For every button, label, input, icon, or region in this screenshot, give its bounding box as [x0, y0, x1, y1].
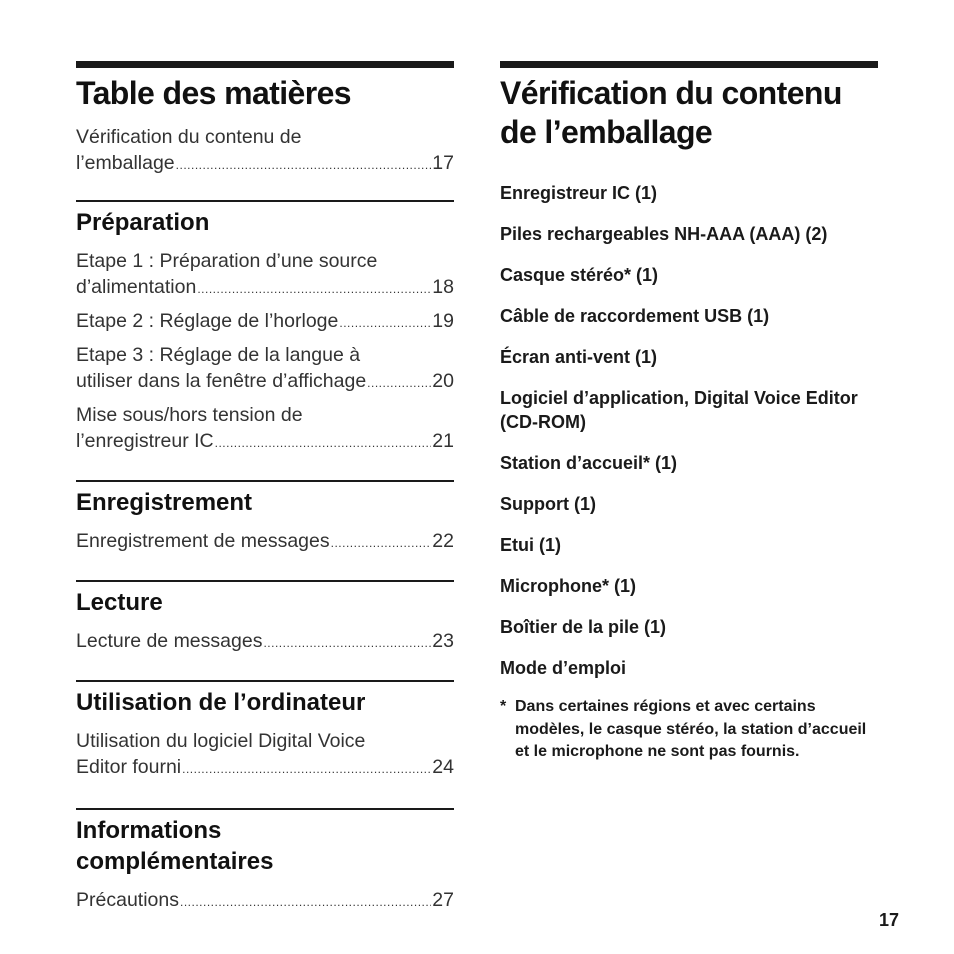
toc-entry[interactable] — [76, 887, 454, 915]
toc-section-lecture — [76, 580, 454, 656]
table-of-contents — [76, 61, 454, 915]
toc-page-number: 19 — [432, 310, 454, 332]
toc-page-number: 18 — [432, 276, 454, 298]
footnote-text: Dans certaines régions et avec certains modèles, le casque stéréo, la station d’accueil et le microphone ne sont pas fournis. — [515, 698, 867, 760]
toc-entry-line: Editor fourni — [76, 756, 182, 778]
package-contents — [500, 61, 878, 764]
list-item: Enregistreur IC (1) — [500, 183, 658, 203]
toc-entry-line: Vérification du contenu de — [76, 126, 302, 148]
dot-leader — [215, 430, 432, 456]
footnote — [500, 696, 878, 764]
toc-entry-line: utiliser dans la fenêtre d’affichage — [76, 370, 367, 392]
contents-list — [500, 181, 878, 680]
dot-leader — [197, 276, 431, 302]
list-item: Station d’accueil* (1) — [500, 453, 678, 473]
toc-page-number: 24 — [432, 756, 454, 778]
toc-page-number: 17 — [432, 152, 454, 174]
section-heading: Utilisation de l’ordinateur — [76, 689, 366, 716]
toc-entry[interactable] — [76, 308, 454, 336]
toc-entry-line: Précautions — [76, 889, 179, 911]
list-item: Écran anti-vent (1) — [500, 347, 658, 367]
footnote-marker: * — [500, 698, 507, 715]
dot-leader — [263, 630, 431, 656]
toc-entry[interactable] — [76, 728, 454, 782]
contents-title — [500, 74, 878, 152]
toc-section-informations — [76, 808, 454, 915]
toc-section-preparation — [76, 200, 454, 456]
section-rule — [76, 680, 454, 682]
toc-page-number: 22 — [432, 530, 454, 552]
toc-entry-line: Etape 3 : Réglage de la langue à — [76, 344, 361, 366]
section-heading: Enregistrement — [76, 489, 253, 516]
section-rule — [76, 480, 454, 482]
toc-entry[interactable] — [76, 402, 454, 456]
toc-section-ordinateur — [76, 680, 454, 782]
section-rule — [76, 200, 454, 202]
toc-entry-line: Enregistrement de messages — [76, 530, 330, 552]
list-item: Logiciel d’application, Digital Voice Editor (CD-ROM) — [500, 388, 858, 432]
dot-leader — [367, 370, 431, 396]
toc-entry-line: l’emballage — [76, 152, 175, 174]
title-rule — [500, 61, 878, 68]
dot-leader — [182, 756, 431, 782]
toc-entry[interactable] — [76, 528, 454, 556]
toc-entry-line: Mise sous/hors tension de — [76, 404, 303, 426]
dot-leader — [180, 889, 431, 915]
title-rule — [76, 61, 454, 68]
toc-entry-line: d’alimentation — [76, 276, 197, 298]
section-rule — [76, 580, 454, 582]
toc-entry-line: Etape 1 : Préparation d’une source — [76, 250, 378, 272]
list-item: Boîtier de la pile (1) — [500, 617, 667, 637]
toc-entry-line: l’enregistreur IC — [76, 430, 214, 452]
toc-entry[interactable] — [76, 248, 454, 302]
toc-section-enregistrement — [76, 480, 454, 556]
page-number: 17 — [879, 910, 900, 930]
contents-title-line: Vérification du contenu — [500, 75, 842, 111]
toc-entry[interactable] — [76, 342, 454, 396]
list-item: Câble de raccordement USB (1) — [500, 306, 770, 326]
toc-entry-line: Etape 2 : Réglage de l’horloge — [76, 310, 339, 332]
section-heading: Préparation — [76, 209, 210, 236]
toc-entry[interactable] — [76, 628, 454, 656]
dot-leader — [331, 530, 432, 556]
list-item: Piles rechargeables NH-AAA (AAA) (2) — [500, 224, 828, 244]
toc-entry-line: Lecture de messages — [76, 630, 263, 652]
list-item: Etui (1) — [500, 535, 561, 555]
toc-page-number: 23 — [432, 630, 454, 652]
toc-page-number: 21 — [432, 430, 454, 452]
toc-entry-line: Utilisation du logiciel Digital Voice — [76, 730, 366, 752]
toc-page-number: 27 — [432, 889, 454, 911]
section-heading — [76, 815, 454, 877]
section-heading: Lecture — [76, 589, 163, 616]
list-item: Casque stéréo* (1) — [500, 265, 659, 285]
section-heading-line: complémentaires — [76, 848, 274, 875]
list-item: Support (1) — [500, 494, 596, 514]
section-heading-line: Informations — [76, 817, 222, 844]
toc-entry-intro[interactable] — [76, 124, 454, 178]
list-item: Microphone* (1) — [500, 576, 637, 596]
contents-title-line: de l’emballage — [500, 114, 713, 150]
dot-leader — [176, 152, 432, 178]
toc-title: Table des matières — [76, 75, 351, 111]
dot-leader — [339, 310, 431, 336]
toc-page-number: 20 — [432, 370, 454, 392]
list-item: Mode d’emploi — [500, 658, 626, 678]
section-rule — [76, 808, 454, 810]
